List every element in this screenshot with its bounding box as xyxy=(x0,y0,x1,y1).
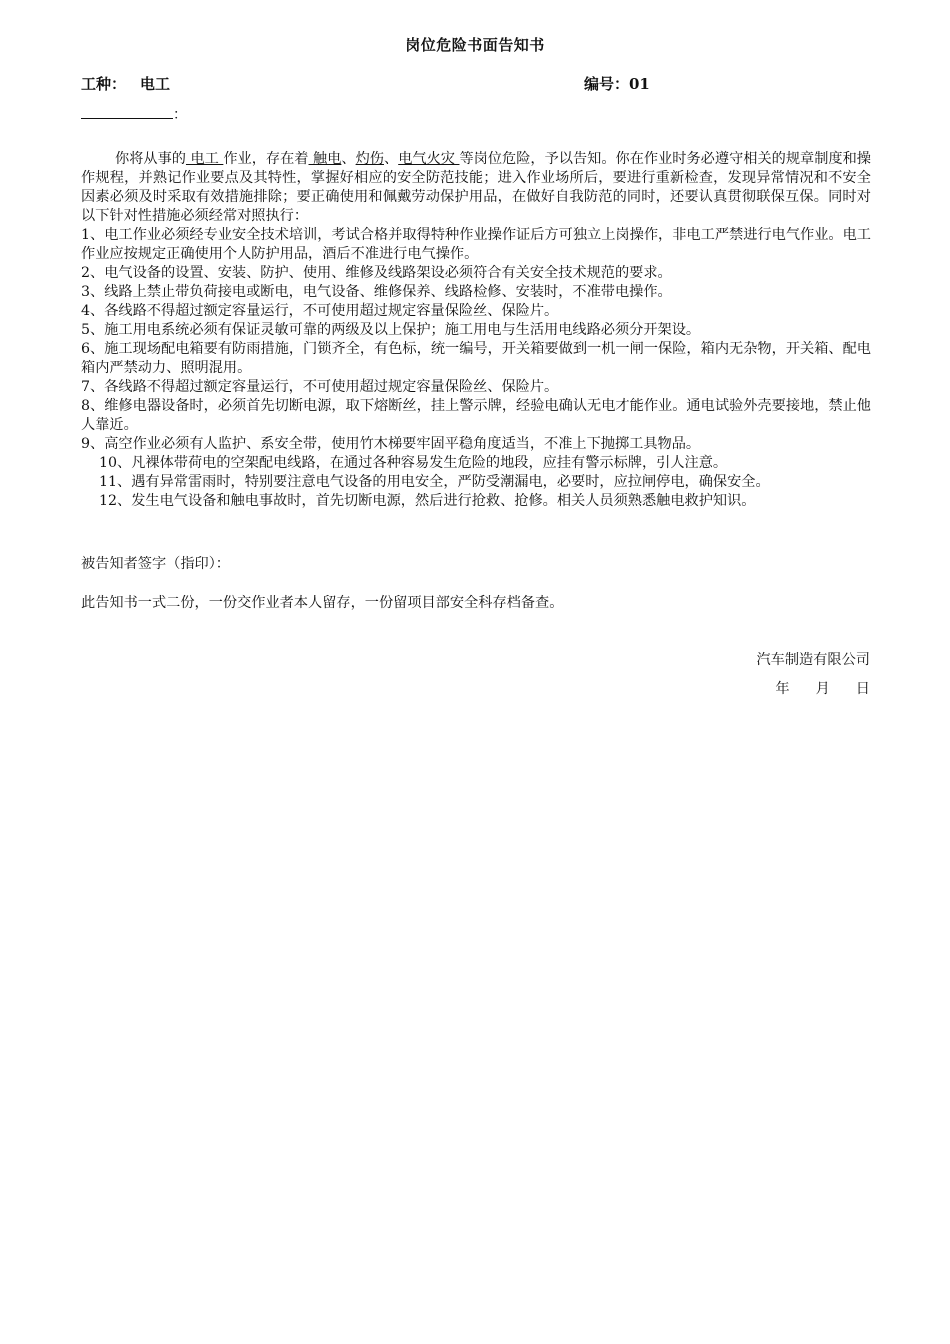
hazard-underlined: 电气火灾 xyxy=(398,151,460,167)
intro-text: 等岗位危险，予以告知。你在作业时务必遵守相关的规章制度和操作规程，并熟记作业要点及其特性，掌握好相应的安全防范技能；进入作业场所后，要进行重新检查，发现异常情况和不安全因素必须及时采取有效措施排除；要正确使用和佩戴劳动保护用品，在做好自我防范的同时，还要认真贯彻联保互保。同时对以下针对性措施必须经常对照执行： xyxy=(81,151,871,224)
measure-item: 3、线路上禁止带负荷接电或断电，电气设备、维修保养、线路检修、安装时，不准带电操作。 xyxy=(81,284,672,300)
date-day: 日 xyxy=(855,681,870,697)
job-underlined: 电工 xyxy=(185,151,224,167)
intro-text: 你将从事的 xyxy=(115,151,186,167)
measure-item: 2、电气设备的设置、安装、防护、使用、维修及线路架设必须符合有关安全技术规范的要求。 xyxy=(81,265,672,281)
measure-item: 6、施工现场配电箱要有防雨措施，门锁齐全，有色标，统一编号，开关箱要做到一机一闸一保险，箱内无杂物，开关箱、配电箱内严禁动力、照明混用。 xyxy=(81,341,871,376)
copies-note: 此告知书一式二份，一份交作业者本人留存，一份留项目部安全科存档备查。 xyxy=(81,595,564,611)
date-line xyxy=(775,678,870,698)
measure-item: 9、高空作业必须有人监护、系安全带，使用竹木梯要牢固平稳角度适当，不准上下抛掷工具物品。 xyxy=(81,436,701,452)
job-type-label: 工种： xyxy=(81,75,127,93)
company-name: 汽车制造有限公司 xyxy=(756,652,870,668)
measure-item: 12、发生电气设备和触电事故时，首先切断电源，然后进行抢救、抢修。相关人员须熟悉触电救护知识。 xyxy=(99,493,756,509)
date-month: 月 xyxy=(815,681,830,697)
notice-body xyxy=(81,150,871,511)
measure-item: 11、遇有异常雷雨时，特别要注意电气设备的用电安全，严防受潮漏电，必要时，应拉闸停电，确保安全。 xyxy=(99,474,770,490)
measure-item: 5、施工用电系统必须有保证灵敏可靠的两级及以上保护；施工用电与生活用电线路必须分开架设。 xyxy=(81,322,701,338)
intro-sep: 、 xyxy=(383,151,399,167)
job-type-field xyxy=(81,73,170,94)
intro-text: 作业，存在着 xyxy=(223,151,309,167)
recipient-colon: ： xyxy=(173,107,187,123)
intro-sep: 、 xyxy=(341,151,356,167)
measure-item: 4、各线路不得超过额定容量运行，不可使用超过规定容量保险丝、保险片。 xyxy=(81,303,559,319)
hazard-underlined: 触电 xyxy=(308,151,342,167)
document-title: 岗位危险书面告知书 xyxy=(405,36,545,54)
measure-item: 8、维修电器设备时，必须首先切断电源，取下熔断丝，挂上警示牌，经验电确认无电才能作业。通电试验外壳要接地，禁止他人靠近。 xyxy=(81,398,871,433)
date-year: 年 xyxy=(775,681,790,697)
measure-item: 10、凡裸体带荷电的空架配电线路，在通过各种容易发生危险的地段，应挂有警示标牌，引人注意。 xyxy=(99,455,728,471)
recipient-line xyxy=(81,104,187,124)
hazard-underlined: 灼伤 xyxy=(355,151,384,167)
recipient-blank xyxy=(81,106,173,119)
job-type-value: 电工 xyxy=(140,75,171,93)
measure-item: 7、各线路不得超过额定容量运行，不可使用超过规定容量保险丝、保险片。 xyxy=(81,379,559,395)
signature-label: 被告知者签字（指印）： xyxy=(81,556,230,572)
measure-item: 1、电工作业必须经专业安全技术培训，考试合格并取得特种作业操作证后方可独立上岗操作，非电工严禁进行电气作业。电工作业应按规定正确使用个人防护用品，酒后不准进行电气操作。 xyxy=(81,227,871,262)
intro-paragraph xyxy=(81,150,871,226)
document-number: 编号：01 xyxy=(584,75,650,93)
